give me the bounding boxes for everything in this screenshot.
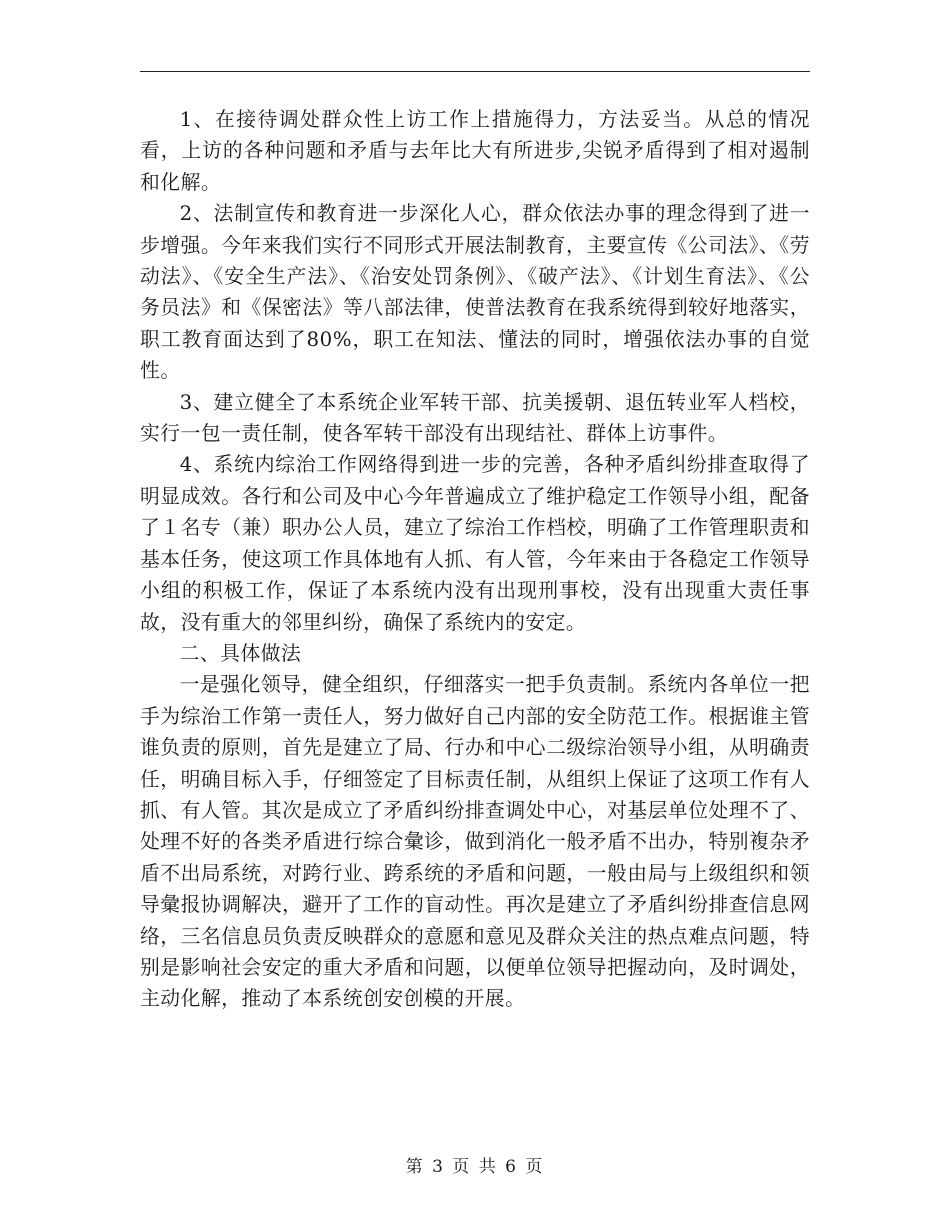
header-rule — [140, 71, 810, 72]
paragraph-2: 2、法制宣传和教育进一步深化人心，群众依法办事的理念得到了进一步增强。今年来我们实行不同形式开展法制教育，主要宣传《公司法》、《劳动法》、《安全生产法》、《治安处罚条例》、《破产法》、《计划生育法》、《公务员法》和《保密法》等八部法律，使普法教育在我系统得到较好地落实，职工教育面达到了80%，职工在知法、懂法的同时，增强依法办事的自觉性。 — [140, 202, 810, 383]
paragraph-1: 1、在接待调处群众性上访工作上措施得力，方法妥当。从总的情况看，上访的各种问题和矛盾与去年比大有所进步,尖锐矛盾得到了相对遏制和化解。 — [140, 108, 810, 194]
paragraph-4: 4、系统内综治工作网络得到进一步的完善，各种矛盾纠纷排查取得了明显成效。各行和公司及中心今年普遍成立了维护稳定工作领导小组，配备了１名专（兼）职办公人员，建立了综治工作档校，明确了工作管理职责和基本任务，使这项工作具体地有人抓、有人管，今年来由于各稳定工作领导小组的积极工作，保证了本系统内没有出现刑事校，没有出现重大责任事故，没有重大的邻里纠纷，确保了系统内的安定。 — [140, 453, 810, 634]
page-number: 第 3 页 共 6 页 — [405, 1157, 545, 1177]
document-body — [140, 104, 810, 1015]
section-heading: 二、具体做法 — [179, 641, 302, 665]
paragraph-3: 3、建立健全了本系统企业军转干部、抗美援朝、退伍转业军人档校，实行一包一责任制，使各军转干部没有出现结社、群体上访事件。 — [140, 390, 810, 446]
paragraph-6: 一是强化领导，健全组织，仔细落实一把手负责制。系统内各单位一把手为综治工作第一责任人，努力做好自己内部的安全防范工作。根据谁主管谁负责的原则，首先是建立了局、行办和中心二级综治领导小组，从明确责任，明确目标入手，仔细签定了目标责任制，从组织上保证了这项工作有人抓、有人管。其次是成立了矛盾纠纷排查调处中心，对基层单位处理不了、处理不好的各类矛盾进行综合彙诊，做到消化一般矛盾不出办，特别複杂矛盾不出局系统，对跨行业、跨系统的矛盾和问题，一般由局与上级组织和领导彙报协调解决，避开了工作的盲动性。再次是建立了矛盾纠纷排查信息网络，三名信息员负责反映群众的意愿和意见及群众关注的热点难点问题，特别是影响社会安定的重大矛盾和问题，以便单位领导把握动向，及时调处，主动化解，推动了本系统创安创模的开展。 — [140, 673, 810, 1011]
